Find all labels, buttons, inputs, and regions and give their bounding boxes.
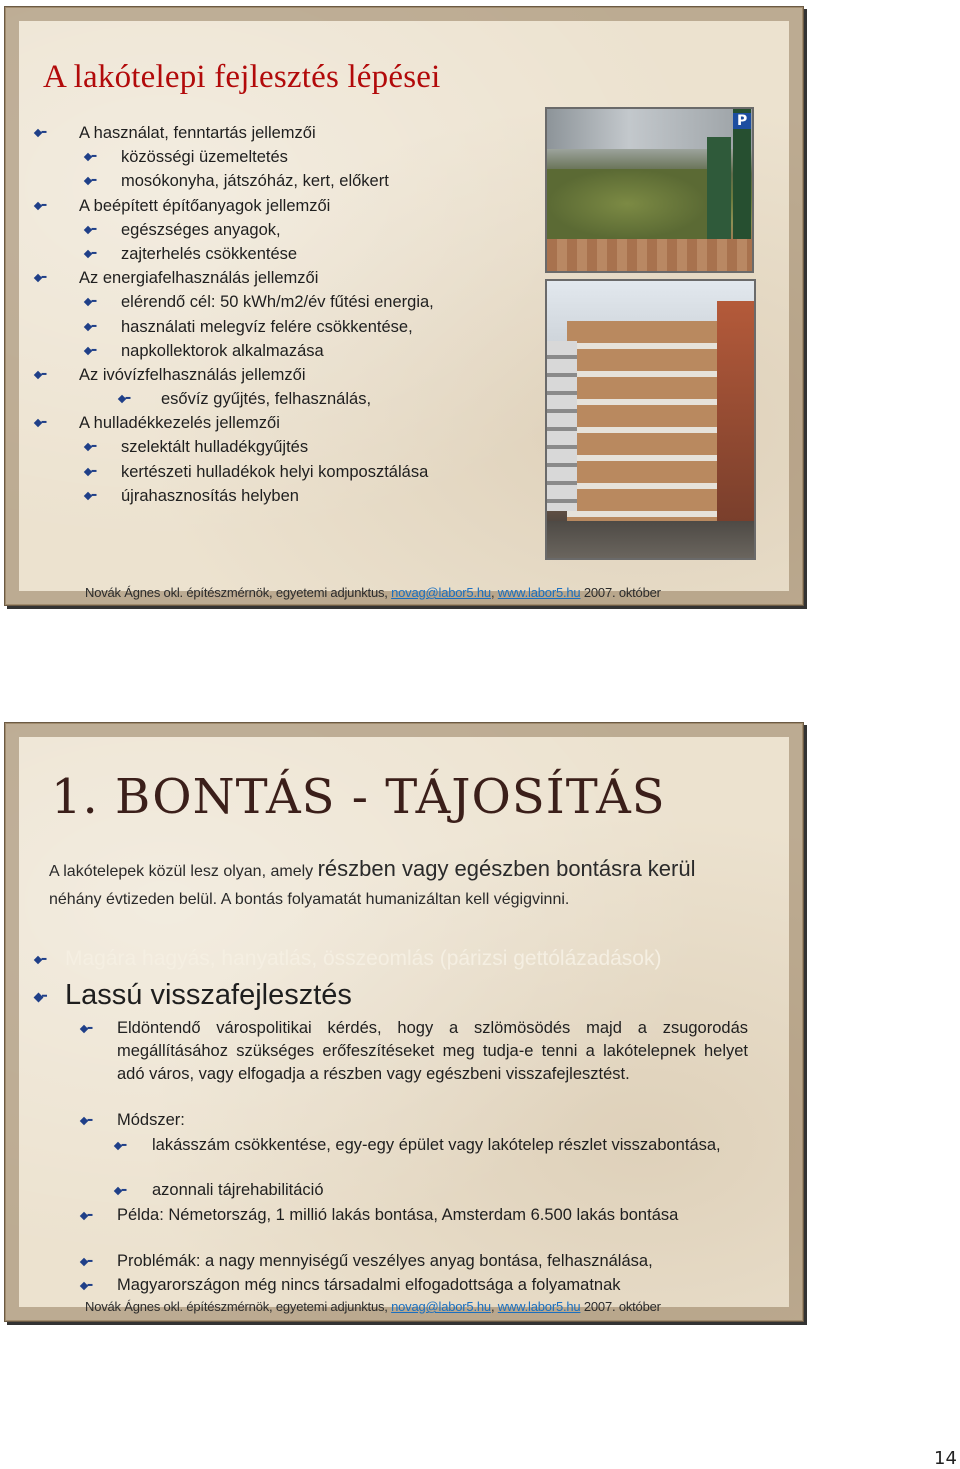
photo-street <box>547 521 754 558</box>
slide-2-title: 1. BONTÁS - TÁJOSÍTÁS <box>51 769 666 825</box>
bullet-icon <box>34 274 42 282</box>
bullet-text: Az ivóvízfelhasználás jellemzői <box>79 365 306 384</box>
bullet-text: esővíz gyűjtés, felhasználás, <box>161 390 372 409</box>
parking-sign-icon: P <box>733 113 751 129</box>
bullet-text: használati melegvíz felére csökkentése, <box>121 317 413 336</box>
bullet-icon <box>34 371 42 379</box>
slide-1-footer <box>85 585 661 600</box>
bullet-icon <box>80 1282 88 1290</box>
photo-left-wing <box>547 341 577 511</box>
bullet-item <box>5 266 545 290</box>
bullet-item <box>5 194 545 218</box>
bullet-item <box>5 339 545 363</box>
bullet-text: A hulladékkezelés jellemzői <box>79 414 280 433</box>
slide-2-intro <box>49 855 749 914</box>
photo-balconies <box>567 321 717 521</box>
bullet-item <box>5 315 545 339</box>
slide-2 <box>4 722 804 1322</box>
footer-date: 2007. október <box>583 1299 661 1314</box>
sub-example: Példa: Németország, 1 millió lakás bontása, Amsterdam 6.500 lakás bontása <box>117 1206 679 1224</box>
bullet-text: napkollektorok alkalmazása <box>121 341 324 360</box>
footer-separator: , <box>490 585 495 600</box>
bullet-slow-reduction: Lassú visszafejlesztés <box>65 979 352 1011</box>
bullet-item <box>5 484 545 508</box>
bullet-text: egészséges anyagok, <box>121 220 281 239</box>
bullet-item <box>5 290 545 314</box>
bullet-icon <box>84 346 92 354</box>
bullet-icon <box>80 1212 88 1220</box>
bullet-icon <box>84 443 92 451</box>
bullet-text: A beépített építőanyagok jellemzői <box>79 196 331 215</box>
page-number: 14 <box>934 1448 957 1469</box>
photo-grass <box>547 169 707 239</box>
bullet-text: újrahasznosítás helyben <box>121 486 299 505</box>
sub-problems: Problémák: a nagy mennyiségű veszélyes anyag bontása, felhasználása, <box>117 1252 653 1270</box>
bullet-text: Az energiafelhasználás jellemzői <box>79 269 319 288</box>
bullet-icon <box>118 395 126 403</box>
bullet-icon <box>34 993 44 1003</box>
bullet-icon <box>84 226 92 234</box>
photo-apartment-block <box>545 279 756 560</box>
slide-2-footer <box>85 1299 661 1314</box>
bullet-item <box>5 242 545 266</box>
bullet-icon <box>84 492 92 500</box>
footer-email-link[interactable]: novag@labor5.hu <box>391 1299 491 1314</box>
bullet-icon <box>34 129 42 137</box>
bullet-decline: Magára hagyás, hanyatlás, összeomlás (párizsi gettólázadások) <box>65 947 662 970</box>
bullet-icon <box>114 1142 122 1150</box>
bullet-item <box>5 169 545 193</box>
bullet-icon <box>80 1258 88 1266</box>
bullet-text: mosókonyha, játszóház, kert, előkert <box>121 172 389 191</box>
bullet-text: közösségi üzemeltetés <box>121 148 288 167</box>
intro-emphasis: részben vagy egészben bontásra kerül <box>317 856 696 881</box>
bullet-item <box>5 145 545 169</box>
bullet-text: zajterhelés csökkentése <box>121 244 298 263</box>
sub-hungary: Magyarországon még nincs társadalmi elfogadottsága a folyamatnak <box>117 1276 621 1294</box>
intro-part-a: A lakótelepek közül lesz olyan, amely <box>49 863 318 880</box>
bullet-text: szelektált hulladékgyűjtés <box>121 438 309 457</box>
footer-separator: , <box>490 1299 495 1314</box>
bullet-item <box>5 411 545 435</box>
photo-brick-building <box>717 301 754 521</box>
bullet-text: A használat, fenntartás jellemzői <box>79 124 316 142</box>
bullet-item <box>5 121 545 145</box>
photo-pavement <box>547 239 752 271</box>
bullet-icon <box>34 419 42 427</box>
bullet-icon <box>84 467 92 475</box>
intro-part-b: néhány évtizeden belül. A bontás folyamatát humanizáltan kell végigvinni. <box>49 891 570 908</box>
footer-email-link[interactable]: novag@labor5.hu <box>391 585 491 600</box>
slide-1-title: A lakótelepi fejlesztés lépései <box>43 59 441 95</box>
slide-1 <box>4 6 804 606</box>
bullet-text: kertészeti hulladékok helyi komposztálása <box>121 462 429 481</box>
bullet-item <box>5 218 545 242</box>
subsub-landscape: azonnali tájrehabilitáció <box>152 1181 324 1199</box>
bullet-item <box>5 387 545 411</box>
sub-method: Módszer: <box>117 1111 185 1129</box>
bullet-icon <box>84 153 92 161</box>
bullet-icon <box>80 1025 88 1033</box>
bullet-item <box>5 460 545 484</box>
footer-web-link[interactable]: www.labor5.hu <box>497 1299 581 1314</box>
photo-building-parking <box>545 107 754 273</box>
bullet-icon <box>84 298 92 306</box>
bullet-item <box>5 363 545 387</box>
slide-1-bullet-list <box>5 121 545 508</box>
sub-decision: Eldöntendő várospolitikai kérdés, hogy a szlömösödés majd a zsugorodás megállításához szükséges erőfeszítéseket meg tudja-e tenni a lakótelepnek helyet adó város, vagy elfogadja a részben vagy egészbeni visszafejlesztést. <box>117 1019 748 1083</box>
footer-author: Novák Ágnes okl. építészmérnök, egyetemi adjunktus, <box>85 1299 388 1314</box>
bullet-text: elérendő cél: 50 kWh/m2/év fűtési energia, <box>121 293 434 312</box>
bullet-icon <box>114 1187 122 1195</box>
footer-date: 2007. október <box>583 585 661 600</box>
footer-author: Novák Ágnes okl. építészmérnök, egyetemi adjunktus, <box>85 585 388 600</box>
bullet-icon <box>80 1117 88 1125</box>
bullet-icon <box>84 322 92 330</box>
bullet-item <box>5 435 545 459</box>
bullet-icon <box>84 177 92 185</box>
bullet-icon <box>34 956 42 964</box>
subsub-reduce-units: lakásszám csökkentése, egy-egy épület vagy lakótelep részlet visszabontása, <box>152 1136 721 1154</box>
bullet-icon <box>84 250 92 258</box>
footer-web-link[interactable]: www.labor5.hu <box>497 585 581 600</box>
bullet-icon <box>34 201 42 209</box>
